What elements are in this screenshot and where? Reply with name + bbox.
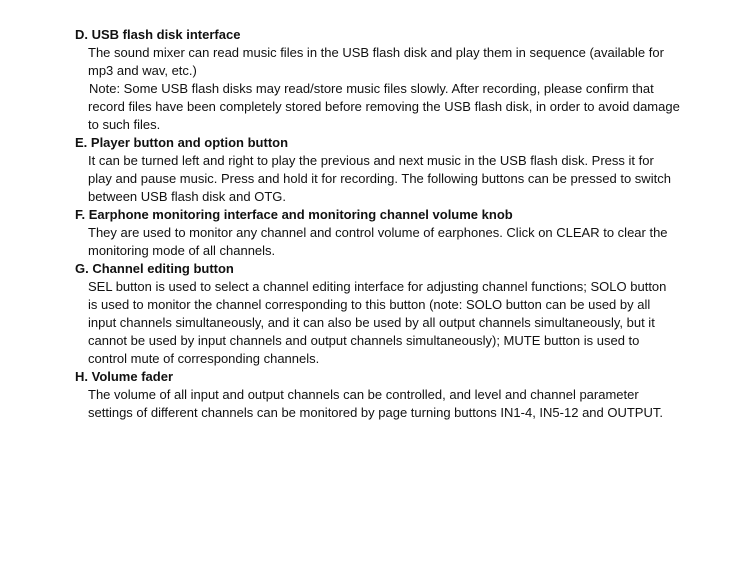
text-line: Note: Some USB flash disks may read/store music files slowly. After recording, please confirm that (89, 81, 654, 96)
section-heading: D. USB flash disk interface (75, 27, 241, 42)
text-line: input channels simultaneously, and it can also be used by all output channels simultaneously, but it (88, 315, 655, 330)
text-line: record files have been completely stored before removing the USB flash disk, in order to avoid damage (88, 99, 680, 114)
text-line: is used to monitor the channel corresponding to this button (note: SOLO button can be used by all (88, 297, 651, 312)
text-line: mp3 and wav, etc.) (88, 63, 197, 78)
note-paragraph (75, 80, 715, 134)
document-body (75, 26, 715, 422)
text-line: cannot be used by input channels and output channels simultaneously); MUTE button is used to (88, 333, 640, 348)
paragraph (75, 152, 715, 206)
text-line: The sound mixer can read music files in the USB flash disk and play them in sequence (available for (88, 45, 664, 60)
section-heading: F. Earphone monitoring interface and monitoring channel volume knob (75, 207, 513, 222)
paragraph (75, 386, 715, 422)
text-line: The volume of all input and output channels can be controlled, and level and channel parameter (88, 387, 639, 402)
section-volume-fader (75, 368, 715, 422)
text-line: settings of different channels can be monitored by page turning buttons IN1-4, IN5-12 and OUTPUT. (88, 405, 663, 420)
section-earphone-monitoring (75, 206, 715, 260)
text-line: to such files. (88, 117, 161, 132)
text-line: between USB flash disk and OTG. (88, 189, 286, 204)
text-line: monitoring mode of all channels. (88, 243, 276, 258)
section-heading: E. Player button and option button (75, 135, 289, 150)
paragraph (75, 44, 715, 80)
section-heading: H. Volume fader (75, 369, 174, 384)
section-heading: G. Channel editing button (75, 261, 234, 276)
text-line: They are used to monitor any channel and control volume of earphones. Click on CLEAR to clear the (88, 225, 668, 240)
section-usb-flash-disk-interface (75, 26, 715, 134)
section-player-button (75, 134, 715, 206)
text-line: It can be turned left and right to play the previous and next music in the USB flash disk. Press it for (88, 153, 654, 168)
section-channel-editing-button (75, 260, 715, 368)
text-line: control mute of corresponding channels. (88, 351, 320, 366)
text-line: play and pause music. Press and hold it for recording. The following buttons can be pressed to switch (88, 171, 671, 186)
paragraph (75, 224, 715, 260)
paragraph (75, 278, 715, 368)
text-line: SEL button is used to select a channel editing interface for adjusting channel functions; SOLO button (88, 279, 667, 294)
